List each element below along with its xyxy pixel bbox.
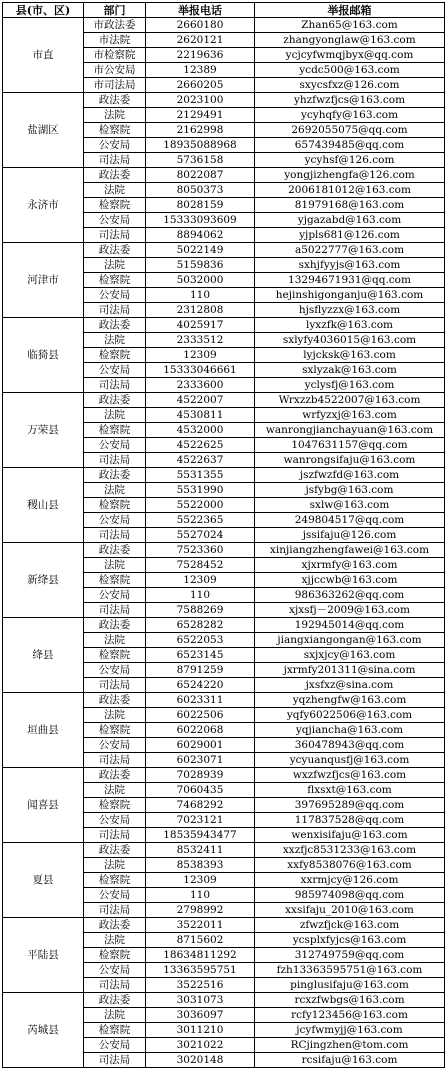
department-cell: 政法委 [84,468,146,483]
email-cell: yqzhengfw@163.com [255,693,445,708]
phone-cell: 2333512 [146,333,255,348]
department-cell: 司法局 [84,678,146,693]
phone-cell: 4522637 [146,453,255,468]
email-cell: xjjccwb@163.com [255,573,445,588]
department-cell: 市公安局 [84,63,146,78]
header-email: 举报邮箱 [255,3,445,18]
department-cell: 法院 [84,258,146,273]
email-cell: jsfybg@163.com [255,483,445,498]
email-cell: fzh13363595751@163.com [255,963,445,978]
department-cell: 公安局 [84,138,146,153]
email-cell: sxjxjcy@163.com [255,648,445,663]
department-cell: 政法委 [84,618,146,633]
email-cell: xxsifaju_2010@163.com [255,903,445,918]
phone-cell: 6029001 [146,738,255,753]
department-cell: 法院 [84,783,146,798]
email-cell: sxlyzak@163.com [255,363,445,378]
email-cell: yqjiancha@163.com [255,723,445,738]
department-cell: 检察院 [84,1023,146,1038]
phone-cell: 5531990 [146,483,255,498]
email-cell: yjpls681@126.com [255,228,445,243]
table-row [3,618,445,633]
email-cell: 312749759@qq.com [255,948,445,963]
phone-cell: 3036097 [146,1008,255,1023]
department-cell: 政法委 [84,768,146,783]
phone-cell: 110 [146,888,255,903]
phone-cell: 2023100 [146,93,255,108]
phone-cell: 3011210 [146,1023,255,1038]
department-cell: 公安局 [84,738,146,753]
department-cell: 法院 [84,633,146,648]
email-cell: 985974098@qq.com [255,888,445,903]
phone-cell: 2660180 [146,18,255,33]
department-cell: 法院 [84,183,146,198]
department-cell: 检察院 [84,648,146,663]
email-cell: 2006181012@163.com [255,183,445,198]
email-cell: yjgazabd@163.com [255,213,445,228]
table-row [3,93,445,108]
phone-cell: 2129491 [146,108,255,123]
email-cell: wenxisifaju@163.com [255,828,445,843]
county-cell: 新绛县 [3,543,84,618]
department-cell: 市检察院 [84,48,146,63]
phone-cell: 6523145 [146,648,255,663]
phone-cell: 7023121 [146,813,255,828]
phone-cell: 7028939 [146,768,255,783]
phone-cell: 13363595751 [146,963,255,978]
table-body [3,18,445,1068]
phone-cell: 3020148 [146,1053,255,1068]
department-cell: 公安局 [84,288,146,303]
phone-cell: 6022068 [146,723,255,738]
phone-cell: 18634811292 [146,948,255,963]
email-cell: Wrxzzb4522007@163.com [255,393,445,408]
county-cell: 夏县 [3,843,84,918]
department-cell: 政法委 [84,93,146,108]
department-cell: 检察院 [84,573,146,588]
table-row [3,18,445,33]
phone-cell: 6528282 [146,618,255,633]
department-cell: 检察院 [84,498,146,513]
email-cell: zfwzfjck@163.com [255,918,445,933]
email-cell: xjxrmfy@163.com [255,558,445,573]
email-cell: hejinshigonganju@163.com [255,288,445,303]
county-cell: 绛县 [3,618,84,693]
email-cell: 192945014@qq.com [255,618,445,633]
county-cell: 永济市 [3,168,84,243]
email-cell: ycjcyfwmqjbyx@qq.com [255,48,445,63]
phone-cell: 6022506 [146,708,255,723]
department-cell: 政法委 [84,243,146,258]
phone-cell: 8050373 [146,183,255,198]
department-cell: 法院 [84,708,146,723]
email-cell: jxrmfy201311@sina.com [255,663,445,678]
table-row [3,243,445,258]
department-cell: 政法委 [84,393,146,408]
department-cell: 司法局 [84,453,146,468]
department-cell: 公安局 [84,363,146,378]
phone-cell: 4532000 [146,423,255,438]
phone-cell: 5736158 [146,153,255,168]
email-cell: wrfyzxj@163.com [255,408,445,423]
department-cell: 司法局 [84,978,146,993]
table-row [3,168,445,183]
department-cell: 政法委 [84,993,146,1008]
phone-cell: 5159836 [146,258,255,273]
email-cell: xxrmjcy@126.com [255,873,445,888]
email-cell: 2692055075@qq.com [255,123,445,138]
email-cell: yhzfwzfjcs@163.com [255,93,445,108]
email-cell: 117837528@qq.com [255,813,445,828]
email-cell: pinglusifaju@163.com [255,978,445,993]
department-cell: 法院 [84,858,146,873]
phone-cell: 18935088968 [146,138,255,153]
phone-cell: 6023311 [146,693,255,708]
county-cell: 芮城县 [3,993,84,1068]
department-cell: 政法委 [84,693,146,708]
department-cell: 司法局 [84,378,146,393]
phone-cell: 15333093609 [146,213,255,228]
email-cell: yqfy6022506@163.com [255,708,445,723]
phone-cell: 110 [146,588,255,603]
table-row [3,393,445,408]
email-cell: jiangxiangongan@163.com [255,633,445,648]
phone-cell: 2219636 [146,48,255,63]
email-cell: jssifaju@126.com [255,528,445,543]
department-cell: 检察院 [84,948,146,963]
header-phone: 举报电话 [146,3,255,18]
header-department: 部门 [84,3,146,18]
department-cell: 政法委 [84,318,146,333]
email-cell: yongjizhengfa@126.com [255,168,445,183]
email-cell: lyxzfk@163.com [255,318,445,333]
phone-cell: 8538393 [146,858,255,873]
phone-cell: 5531355 [146,468,255,483]
department-cell: 公安局 [84,588,146,603]
department-cell: 检察院 [84,423,146,438]
phone-cell: 18535943477 [146,828,255,843]
department-cell: 司法局 [84,603,146,618]
phone-cell: 12309 [146,573,255,588]
department-cell: 检察院 [84,348,146,363]
department-cell: 司法局 [84,303,146,318]
email-cell: xjxsfj－2009@163.com [255,603,445,618]
phone-cell: 8022087 [146,168,255,183]
county-cell: 河津市 [3,243,84,318]
department-cell: 司法局 [84,528,146,543]
department-cell: 公安局 [84,513,146,528]
department-cell: 公安局 [84,663,146,678]
phone-cell: 4522625 [146,438,255,453]
phone-cell: 2798992 [146,903,255,918]
email-cell: 1047631157@qq.com [255,438,445,453]
phone-cell: 7588269 [146,603,255,618]
phone-cell: 8791259 [146,663,255,678]
phone-cell: 3031073 [146,993,255,1008]
county-cell: 盐湖区 [3,93,84,168]
phone-cell: 7528452 [146,558,255,573]
phone-cell: 6522053 [146,633,255,648]
department-cell: 检察院 [84,723,146,738]
department-cell: 法院 [84,333,146,348]
county-cell: 稷山县 [3,468,84,543]
email-cell: ycyuanqusfj@163.com [255,753,445,768]
email-cell: sxlw@163.com [255,498,445,513]
phone-cell: 12389 [146,63,255,78]
table-row [3,993,445,1008]
department-cell: 检察院 [84,273,146,288]
email-cell: 360478943@qq.com [255,738,445,753]
department-cell: 市政法委 [84,18,146,33]
phone-cell: 8894062 [146,228,255,243]
email-cell: 397695289@qq.com [255,798,445,813]
email-cell: wanrongsifaju@163.com [255,453,445,468]
department-cell: 政法委 [84,168,146,183]
phone-cell: 15333046661 [146,363,255,378]
email-cell: jxsfxz@sina.com [255,678,445,693]
department-cell: 检察院 [84,798,146,813]
phone-cell: 2333600 [146,378,255,393]
email-cell: sxlyfy4036015@163.com [255,333,445,348]
department-cell: 公安局 [84,813,146,828]
department-cell: 公安局 [84,1038,146,1053]
phone-cell: 5032000 [146,273,255,288]
department-cell: 检察院 [84,198,146,213]
department-cell: 政法委 [84,843,146,858]
table-row [3,843,445,858]
phone-cell: 2162998 [146,123,255,138]
phone-cell: 8028159 [146,198,255,213]
email-cell: 13294671931@qq.com [255,273,445,288]
department-cell: 司法局 [84,753,146,768]
phone-cell: 6023071 [146,753,255,768]
phone-cell: 3522011 [146,918,255,933]
table-row [3,693,445,708]
department-cell: 法院 [84,558,146,573]
phone-cell: 6524220 [146,678,255,693]
email-cell: wxzfwzfjcs@163.com [255,768,445,783]
phone-cell: 3522516 [146,978,255,993]
phone-cell: 5022149 [146,243,255,258]
county-cell: 临猗县 [3,318,84,393]
department-cell: 政法委 [84,543,146,558]
table-header-row [3,3,445,18]
county-cell: 平陆县 [3,918,84,993]
department-cell: 司法局 [84,1053,146,1068]
email-cell: sxycsfxz@126.com [255,78,445,93]
email-cell: 249804517@qq.com [255,513,445,528]
department-cell: 政法委 [84,918,146,933]
department-cell: 公安局 [84,963,146,978]
email-cell: yclysfj@163.com [255,378,445,393]
table-row [3,918,445,933]
phone-cell: 2312808 [146,303,255,318]
phone-cell: 4522007 [146,393,255,408]
email-cell: 81979168@163.com [255,198,445,213]
report-contact-table [2,2,445,1068]
phone-cell: 12309 [146,873,255,888]
department-cell: 市司法局 [84,78,146,93]
email-cell: wanrongjianchayuan@163.com [255,423,445,438]
county-cell: 市直 [3,18,84,93]
phone-cell: 8715602 [146,933,255,948]
email-cell: rcfy123456@163.com [255,1008,445,1023]
department-cell: 法院 [84,1008,146,1023]
phone-cell: 7060435 [146,783,255,798]
phone-cell: 5527024 [146,528,255,543]
department-cell: 公安局 [84,888,146,903]
email-cell: jszfwzfd@163.com [255,468,445,483]
table-row [3,543,445,558]
department-cell: 公安局 [84,438,146,453]
phone-cell: 2620121 [146,33,255,48]
email-cell: ycdc500@163.com [255,63,445,78]
phone-cell: 4025917 [146,318,255,333]
email-cell: sxhjfyyjs@163.com [255,258,445,273]
department-cell: 法院 [84,483,146,498]
email-cell: rcsifaju@163.com [255,1053,445,1068]
department-cell: 市法院 [84,33,146,48]
phone-cell: 2660205 [146,78,255,93]
phone-cell: 4530811 [146,408,255,423]
header-county: 县(市、区) [3,3,84,18]
email-cell: ycyhsf@126.com [255,153,445,168]
email-cell: 986363262@qq.com [255,588,445,603]
email-cell: RCjingzhen@tom.com [255,1038,445,1053]
email-cell: xxfy8538076@163.com [255,858,445,873]
county-cell: 闻喜县 [3,768,84,843]
county-cell: 万荣县 [3,393,84,468]
email-cell: flxsxt@163.com [255,783,445,798]
department-cell: 法院 [84,933,146,948]
department-cell: 司法局 [84,228,146,243]
email-cell: a5022777@163.com [255,243,445,258]
email-cell: 657439485@qq.com [255,138,445,153]
email-cell: rcxzfwbgs@163.com [255,993,445,1008]
department-cell: 司法局 [84,903,146,918]
phone-cell: 5522365 [146,513,255,528]
department-cell: 法院 [84,108,146,123]
email-cell: jcyfwmyjj@163.com [255,1023,445,1038]
department-cell: 司法局 [84,153,146,168]
email-cell: hjsflyzzx@163.com [255,303,445,318]
email-cell: ycyhqfy@163.com [255,108,445,123]
email-cell: lyjcksk@163.com [255,348,445,363]
department-cell: 检察院 [84,123,146,138]
county-cell: 垣曲县 [3,693,84,768]
phone-cell: 5522000 [146,498,255,513]
department-cell: 司法局 [84,828,146,843]
phone-cell: 7523360 [146,543,255,558]
department-cell: 公安局 [84,213,146,228]
phone-cell: 3021022 [146,1038,255,1053]
phone-cell: 110 [146,288,255,303]
phone-cell: 7468292 [146,798,255,813]
table-row [3,318,445,333]
email-cell: zhangyonglaw@163.com [255,33,445,48]
email-cell: xxzfjc8531233@163.com [255,843,445,858]
phone-cell: 12309 [146,348,255,363]
phone-cell: 8532411 [146,843,255,858]
table-row [3,768,445,783]
department-cell: 检察院 [84,873,146,888]
email-cell: Zhan65@163.com [255,18,445,33]
table-row [3,468,445,483]
department-cell: 法院 [84,408,146,423]
email-cell: xinjiangzhengfawei@163.com [255,543,445,558]
email-cell: ycsplxfyjcs@163.com [255,933,445,948]
